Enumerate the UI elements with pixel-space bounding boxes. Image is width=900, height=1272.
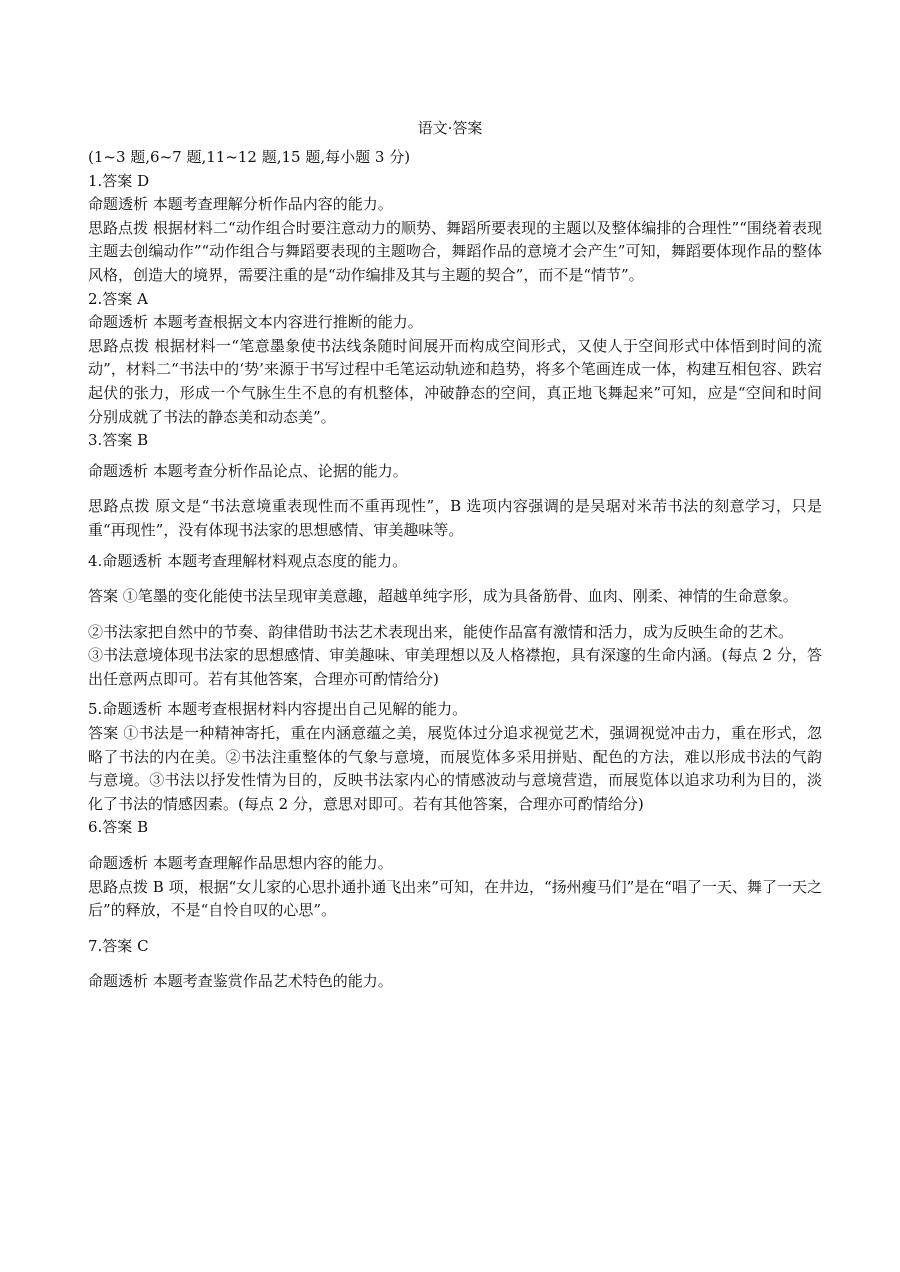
scoring-note: (1~3 题,6~7 题,11~12 题,15 题,每小题 3 分) bbox=[88, 148, 411, 166]
q2-answer: 2.答案 A bbox=[88, 289, 148, 308]
q2-intent: 命题透析 本题考查根据文本内容进行推断的能力。 bbox=[88, 313, 423, 332]
q6-intent: 命题透析 本题考查理解作品思想内容的能力。 bbox=[88, 854, 393, 873]
q4-answer-point-1: 答案 ①笔墨的变化能使书法呈现审美意趣，超越单纯字形，成为具备筋骨、血肉、刚柔、神情的生命意象。 bbox=[88, 587, 798, 606]
q4-answer-point-2: ②书法家把自然中的节奏、韵律借助书法艺术表现出来，能使作品富有激情和活力，成为反映生命的艺术。 bbox=[88, 622, 794, 641]
q4-answer-point-3: ③书法意境体现书法家的思想感情、审美趣味、审美理想以及人格襟抱，具有深邃的生命内涵。(每点 2 分，答出任意两点即可。若有其他答案，合理亦可酌情给分) bbox=[88, 646, 822, 688]
q1-intent: 命题透析 本题考查理解分析作品内容的能力。 bbox=[88, 195, 393, 214]
q1-analysis: 思路点拨 根据材料二“动作组合时要注意动力的顺势、舞蹈所要表现的主题以及整体编排的合理性”“围绕着表现主题去创编动作”“动作组合与舞蹈要表现的主题吻合，舞蹈作品的意境才会产生”可知，舞蹈要体现作品的整体风格，创造大的境界，需要注重的是“动作编排及其与主题的契合”，而不是“情节”。 bbox=[88, 218, 822, 284]
q3-intent: 命题透析 本题考查分析作品论点、论据的能力。 bbox=[88, 461, 408, 480]
q4-intent: 4.命题透析 本题考查理解材料观点态度的能力。 bbox=[88, 551, 408, 570]
q5-answer: 答案 ①书法是一种精神寄托，重在内涵意蕴之美，展览体过分追求视觉艺术，强调视觉冲击力，重在形式，忽略了书法的内在美。②书法注重整体的气象与意境，而展览体多采用拼贴、配色的方法，难以形成书法的气韵与意境。③书法以抒发性情为目的，反映书法家内心的情感波动与意境营造，而展览体以追求功利为目的，淡化了书法的情感因素。(每点 2 分，意思对即可。若有其他答案，合理亦可酌情给分) bbox=[88, 724, 822, 813]
q3-answer: 3.答案 B bbox=[88, 431, 149, 450]
q6-answer: 6.答案 B bbox=[88, 818, 149, 837]
q7-intent: 命题透析 本题考查鉴赏作品艺术特色的能力。 bbox=[88, 972, 393, 991]
page-title: 语文·答案 bbox=[417, 119, 483, 137]
answer-content bbox=[88, 146, 822, 994]
q2-analysis: 思路点拨 根据材料一“笔意墨象使书法线条随时间展开而构成空间形式，又使人于空间形式中体悟到时间的流动”，材料二“书法中的‘势’来源于书写过程中毛笔运动轨迹和趋势，将多个笔画连成一体，构建互相包容、跌宕起伏的张力，形成一个气脉生生不息的有机整体，冲破静态的空间，真正地飞舞起来”可知，应是“空间和时间分别成就了书法的静态美和动态美”。 bbox=[88, 336, 822, 426]
q5-intent: 5.命题透析 本题考查根据材料内容提出自己见解的能力。 bbox=[88, 700, 468, 719]
q6-analysis: 思路点拨 B 项，根据“女儿家的心思扑通扑通飞出来”可知，在井边，“扬州瘦马们”是在“唱了一天、舞了一天之后”的释放，不是“自怜自叹的心思”。 bbox=[88, 877, 822, 920]
q3-analysis: 思路点拨 原文是“书法意境重表现性而不重再现性”，B 选项内容强调的是吴琚对米芾书法的刻意学习，只是重“再现性”，没有体现书法家的思想感情、审美趣味等。 bbox=[88, 497, 822, 539]
q1-answer: 1.答案 D bbox=[88, 171, 150, 190]
q7-answer: 7.答案 C bbox=[88, 936, 149, 955]
